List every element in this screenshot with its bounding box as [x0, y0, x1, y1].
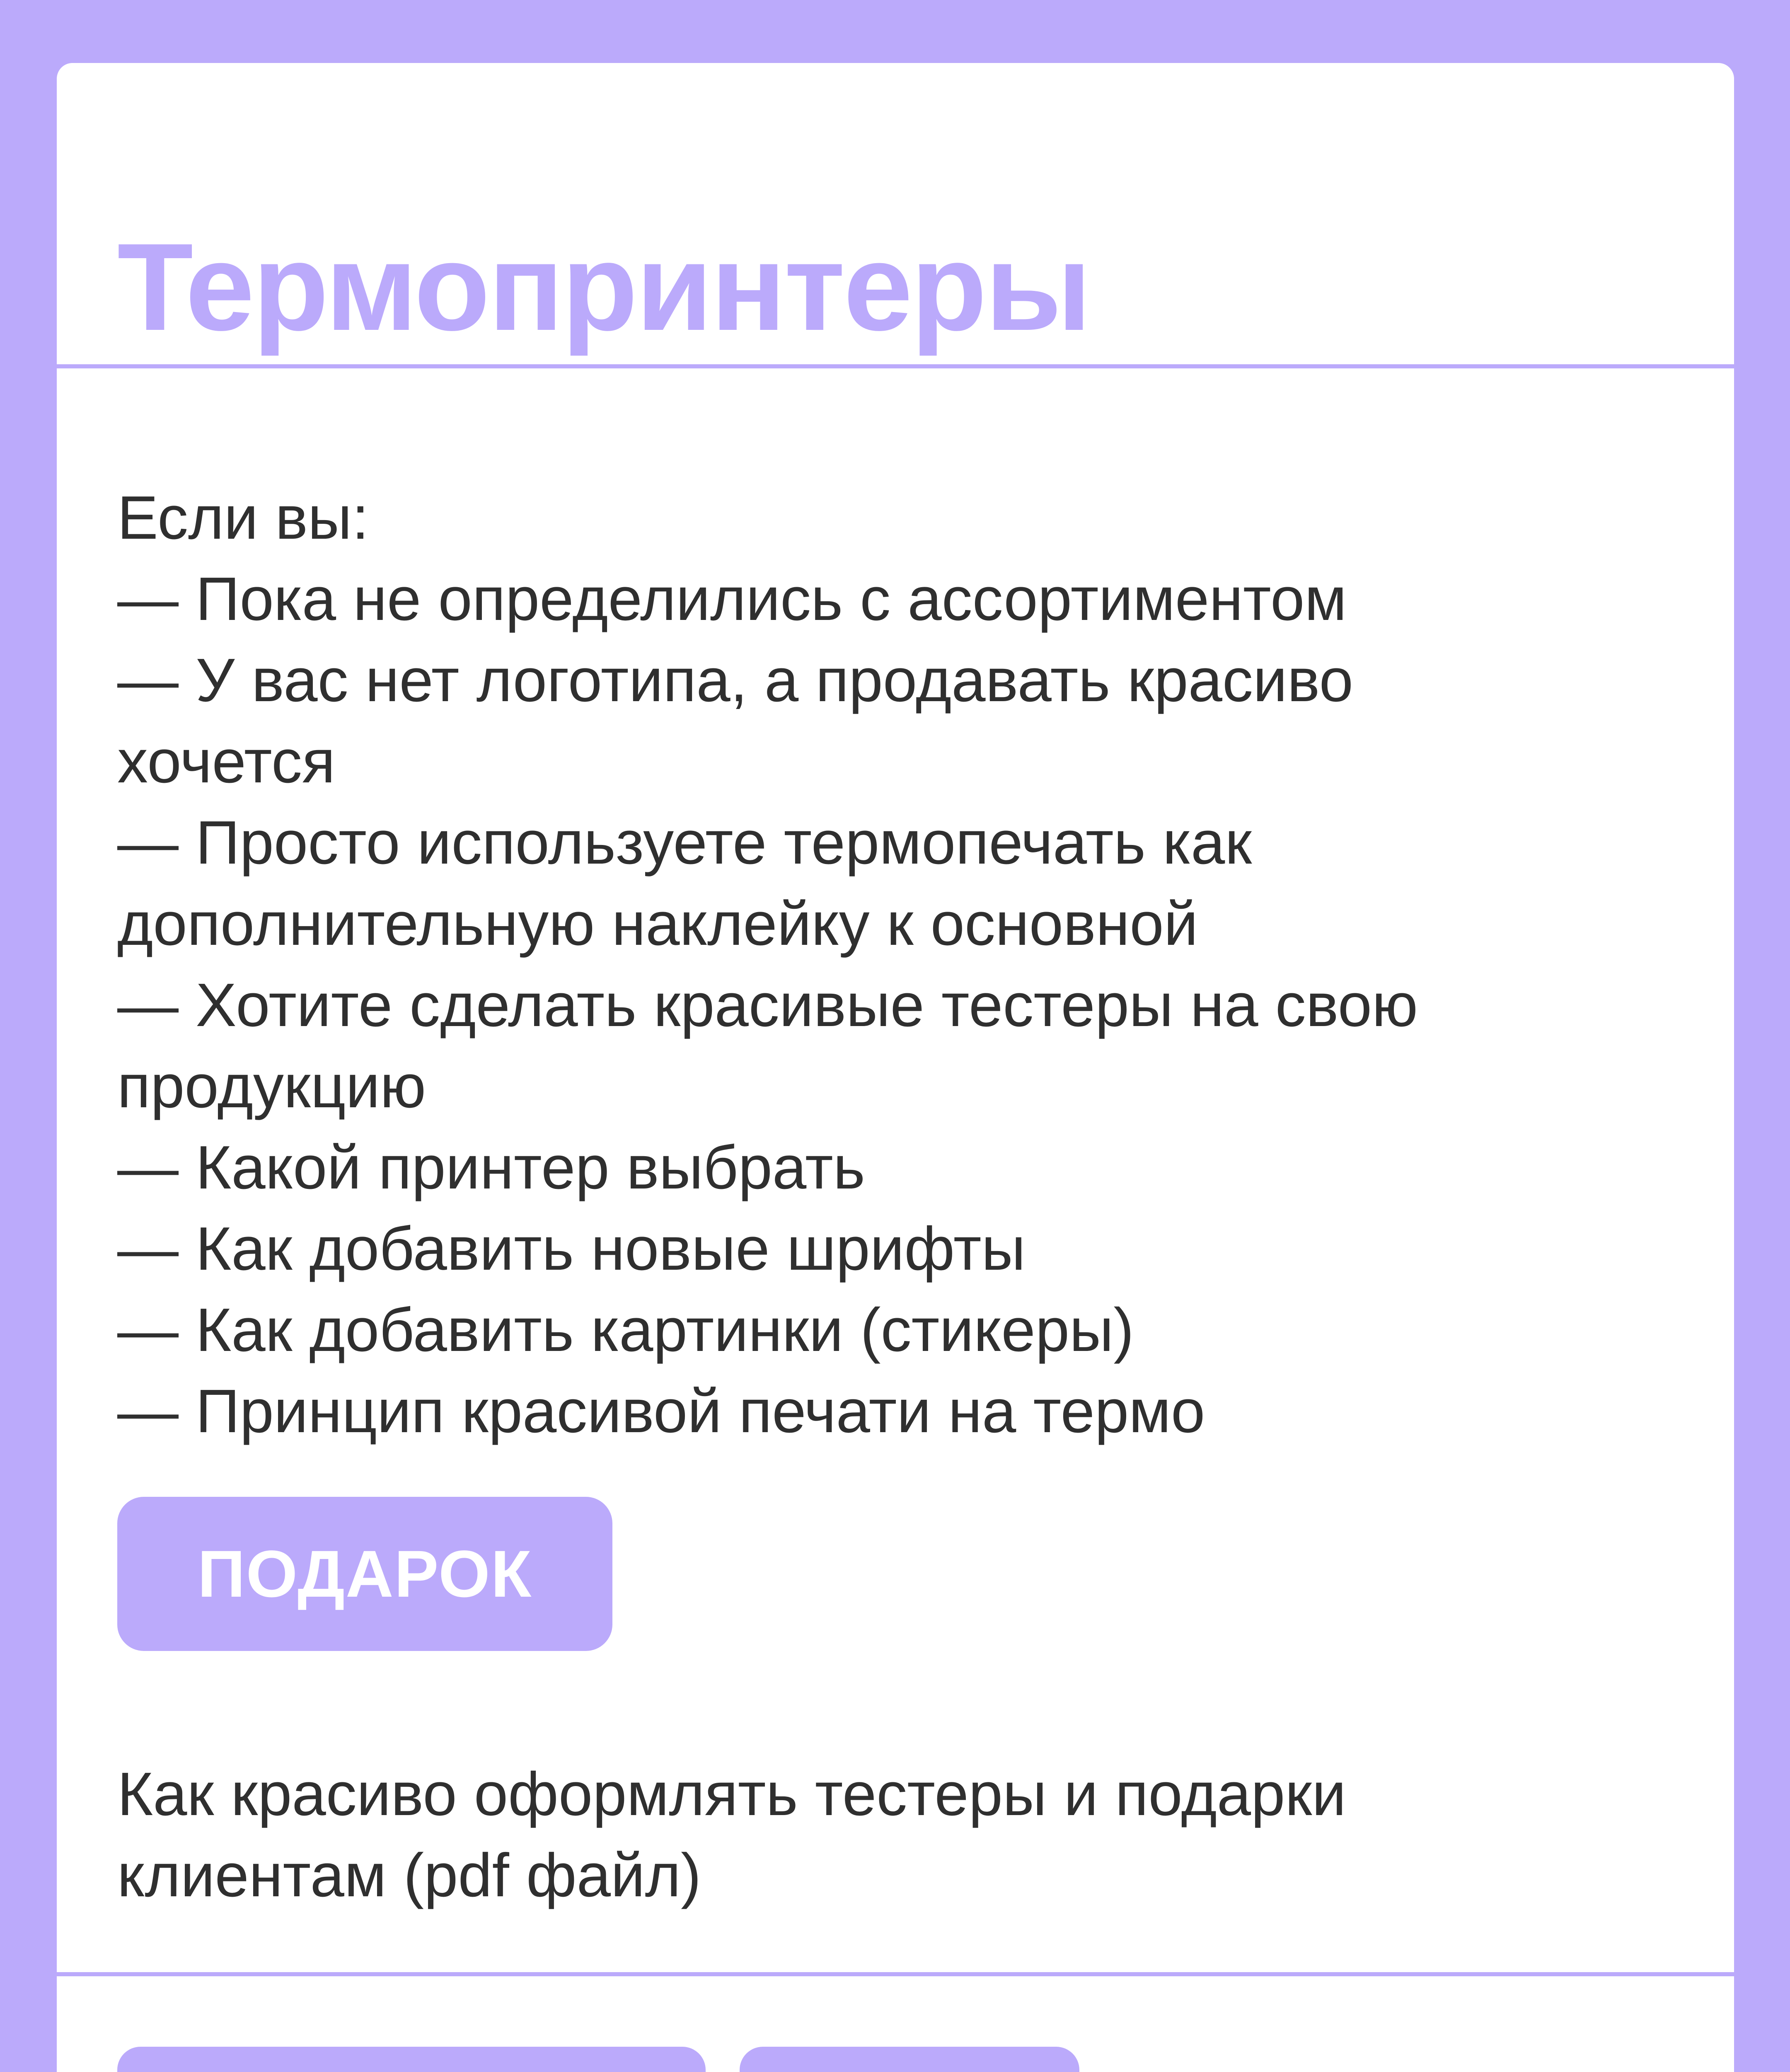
- bottom-divider: [57, 1972, 1734, 1976]
- feedback-chat-button[interactable]: [117, 2047, 706, 2072]
- gift-description-line: Как красиво оформлять тестеры и подарки: [117, 1760, 1346, 1828]
- intro-line: — Какой принтер выбрать: [117, 1133, 865, 1202]
- intro-line: — Просто используете термопечать как: [117, 808, 1252, 877]
- gift-description-line: клиентам (pdf файл): [117, 1841, 701, 1910]
- intro-text: [117, 477, 1692, 1452]
- intro-line: дополнительную наклейку к основной: [117, 890, 1198, 958]
- intro-line: — Принцип красивой печати на термо: [117, 1377, 1205, 1445]
- intro-line: продукцию: [117, 1052, 426, 1121]
- video-lessons-button[interactable]: [740, 2047, 1079, 2072]
- top-divider: [57, 364, 1734, 368]
- intro-line: — Как добавить картинки (стикеры): [117, 1296, 1134, 1364]
- gift-description: [117, 1754, 1692, 1916]
- intro-line: — Хотите сделать красивые тестеры на свою: [117, 971, 1418, 1039]
- intro-line: Если вы:: [117, 484, 369, 552]
- intro-line: — У вас нет логотипа, а продавать красиво: [117, 646, 1353, 714]
- content-card: [57, 63, 1734, 2072]
- intro-line: — Как добавить новые шрифты: [117, 1215, 1026, 1283]
- gift-badge: ПОДАРОК: [117, 1497, 612, 1651]
- page-title: Термопринтеры: [117, 217, 1090, 356]
- intro-line: хочется: [117, 727, 336, 796]
- intro-line: — Пока не определились с ассортиментом: [117, 565, 1347, 633]
